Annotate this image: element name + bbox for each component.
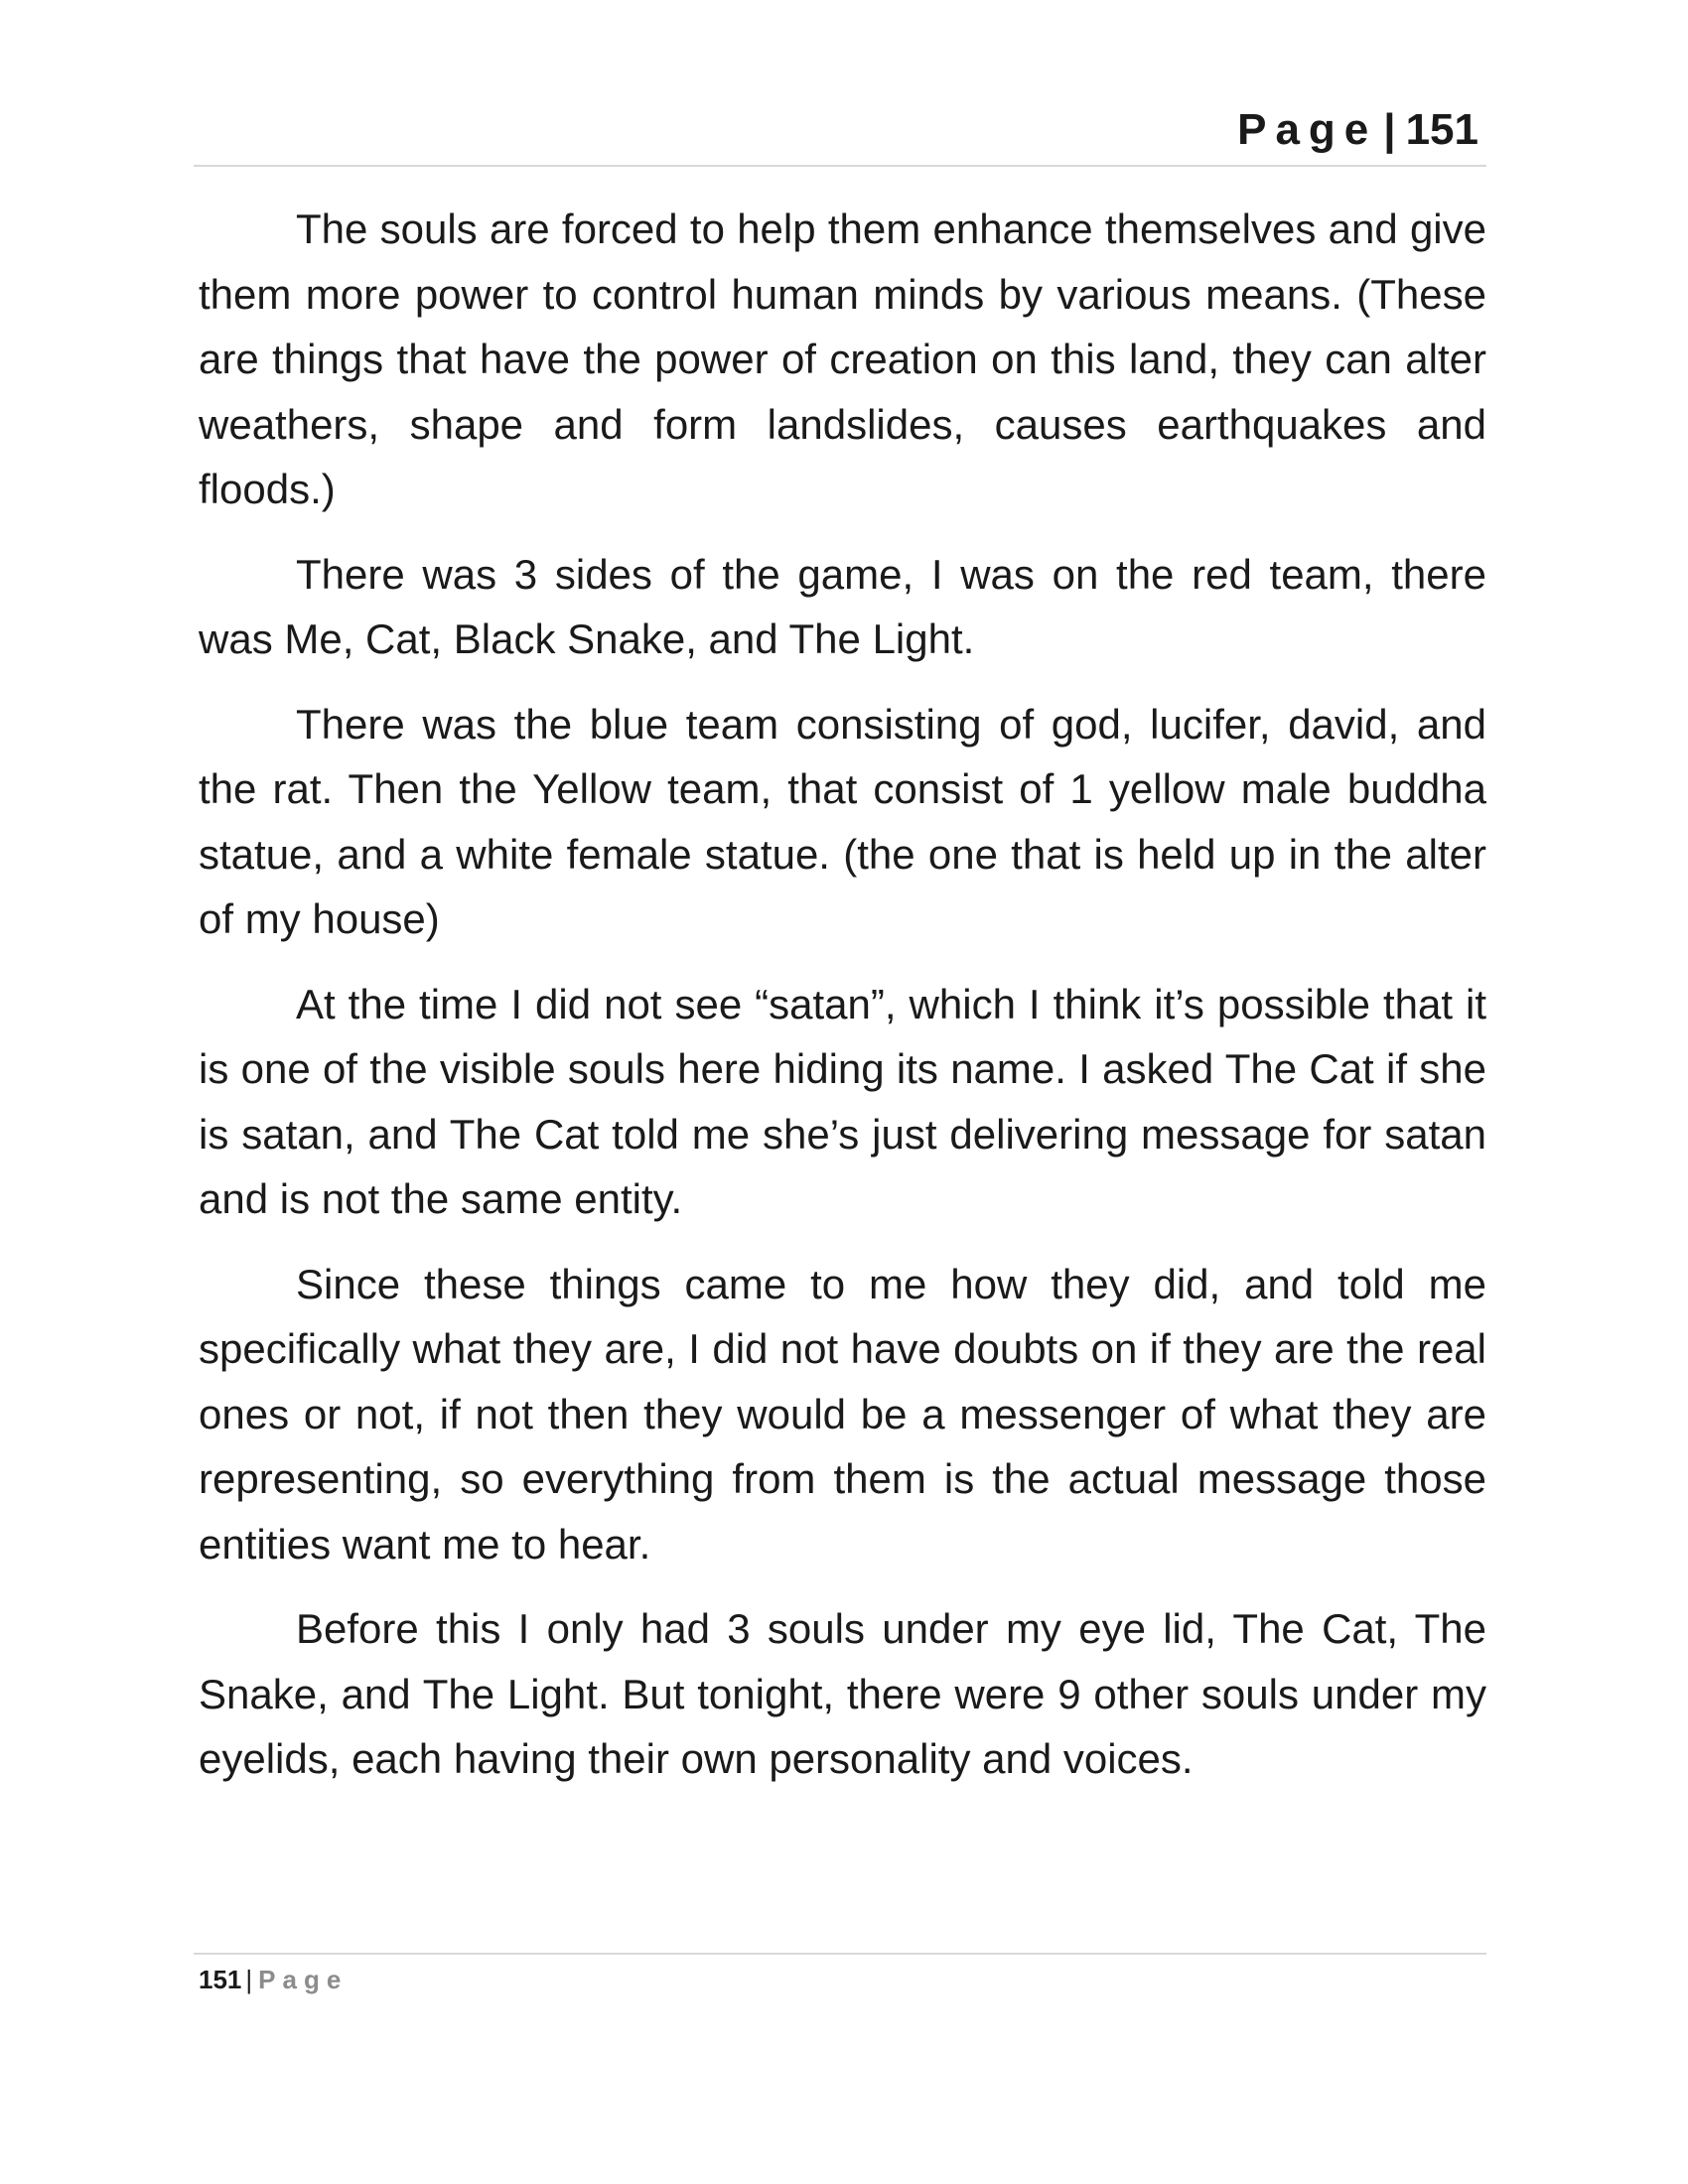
paragraph: Since these things came to me how they did, and told me specifically what they are, I did not have doubts on if they are the real ones or not, if not then they would be a messenger of what they are representing, so everything from them is the actual message those entities want me to hear. — [199, 1260, 1486, 1568]
header-separator: | — [1383, 105, 1396, 154]
footer-page-number: 151 — [199, 1965, 242, 1994]
page-footer — [194, 1953, 1486, 1994]
page-body — [199, 197, 1486, 1812]
paragraph: At the time I did not see “satan”, which I think it’s possible that it is one of the visible souls here hiding its name. I asked The Cat if she is satan, and The Cat told me she’s just delivering message for satan and is not the same entity. — [199, 980, 1486, 1222]
page-header — [194, 99, 1486, 167]
footer-separator: | — [245, 1965, 253, 1994]
footer-page-label: Page — [258, 1965, 349, 1994]
paragraph: There was 3 sides of the game, I was on the red team, there was Me, Cat, Black Snake, and The Light. — [199, 550, 1486, 662]
paragraph: There was the blue team consisting of god, lucifer, david, and the rat. Then the Yellow team, that consist of 1 yellow male buddha statue, and a white female statue. (the one that is held up in the alter of my house) — [199, 700, 1486, 942]
paragraph: The souls are forced to help them enhance themselves and give them more power to control human minds by various means. (These are things that have the power of creation on this land, they can alter weathers, shape and form landslides, causes earthquakes and floods.) — [199, 205, 1486, 512]
footer-page-indicator — [199, 1965, 348, 1995]
header-page-indicator — [1237, 105, 1478, 155]
header-page-label: Page — [1237, 105, 1378, 154]
header-page-number: 151 — [1405, 105, 1478, 154]
paragraph: Before this I only had 3 souls under my eye lid, The Cat, The Snake, and The Light. But tonight, there were 9 other souls under my eyelids, each having their own personality and voices. — [199, 1605, 1486, 1782]
